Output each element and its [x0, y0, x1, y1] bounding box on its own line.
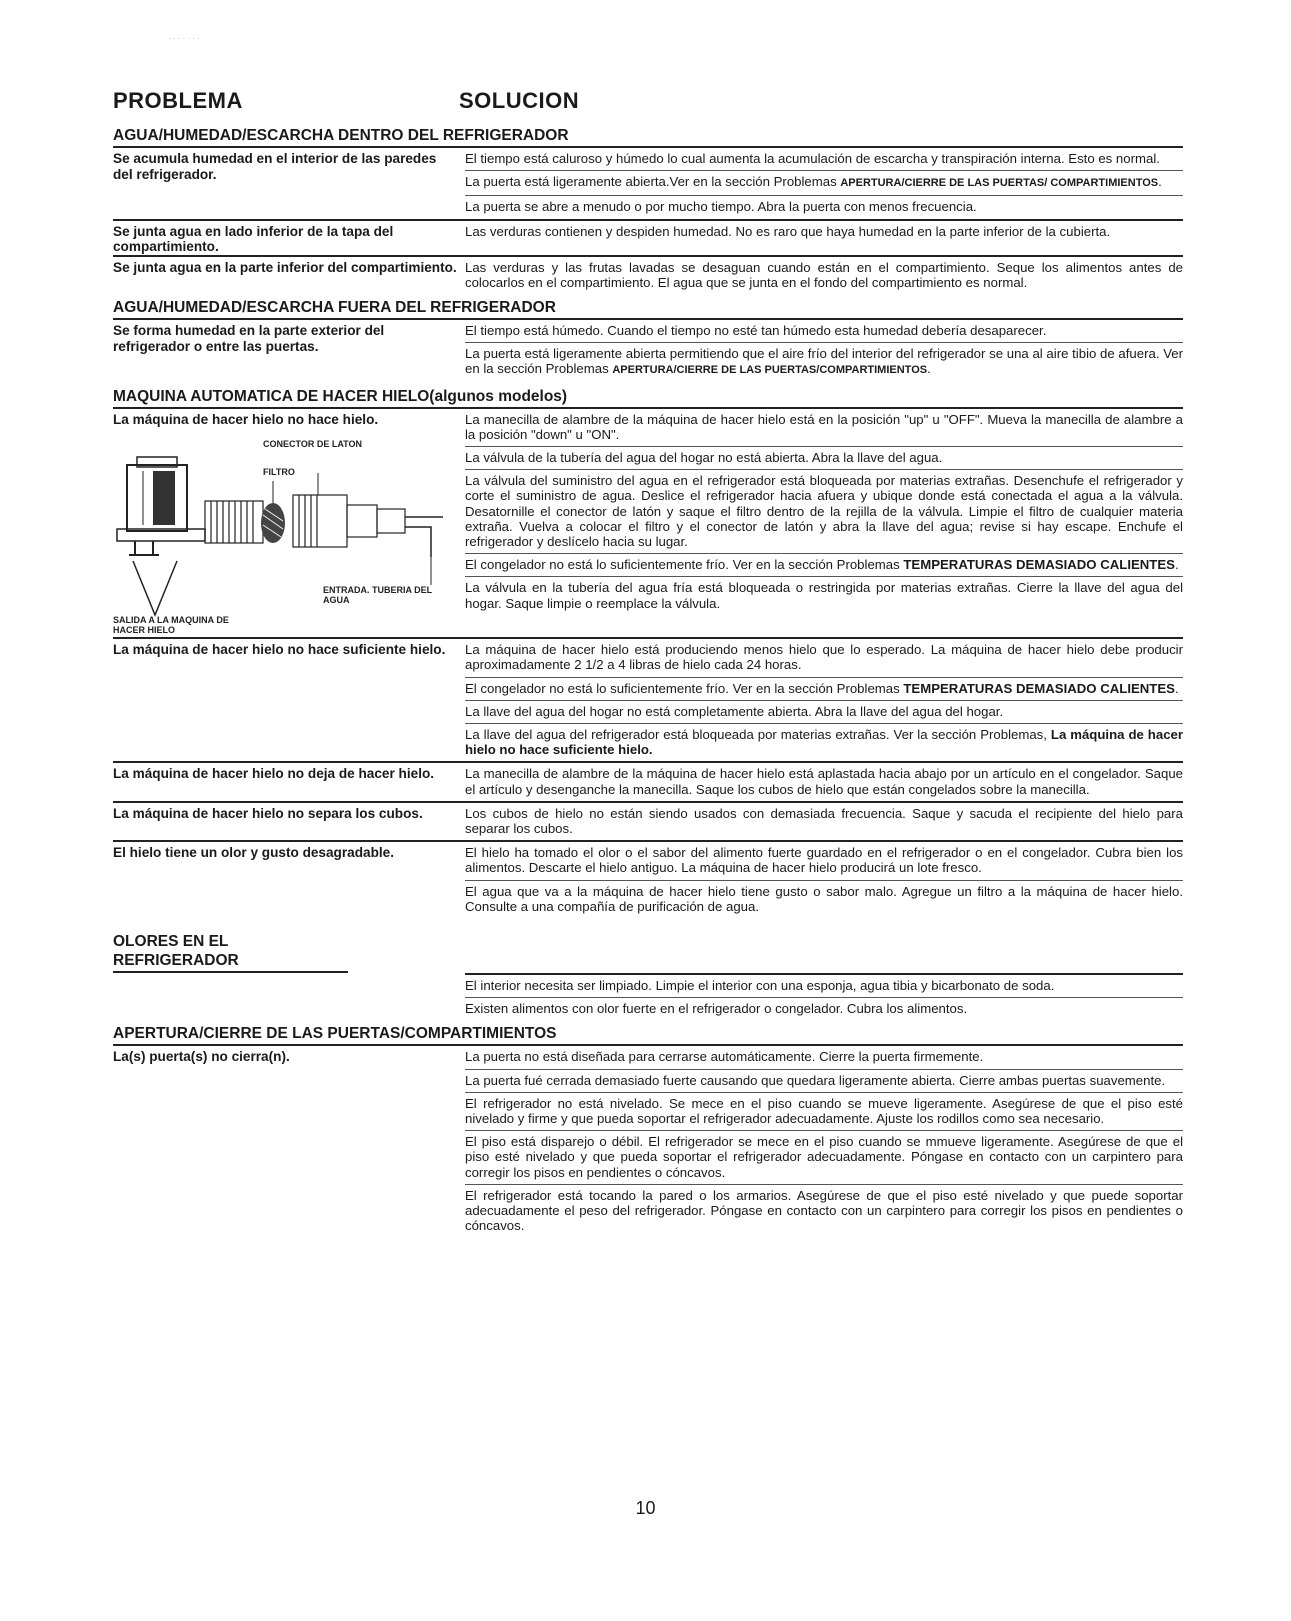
section-water-inside: AGUA/HUMEDAD/ESCARCHA DENTRO DEL REFRIGERADOR — [113, 126, 1183, 148]
solution-header: SOLUCION — [459, 88, 580, 113]
table-row — [113, 1046, 1183, 1237]
solutions — [465, 257, 1183, 294]
solution-text: El piso está disparejo o débil. El refrigerador se mece en el piso cuando se mmueve ligeramente. Asegúrese de que el piso esté nivelado y que pueda soportar el refrigerador adecuadamente. Póngase en contacto con un carpintero para corregir los pisos en pendientes o cóncavos. — [465, 1131, 1183, 1185]
solutions — [465, 639, 1183, 761]
problem-text: La máquina de hacer hielo no deja de hacer hielo. — [113, 766, 435, 782]
problem-text: La máquina de hacer hielo no hace suficiente hielo. — [113, 642, 446, 658]
table-row — [113, 763, 1183, 802]
section-water-outside: AGUA/HUMEDAD/ESCARCHA FUERA DEL REFRIGERADOR — [113, 298, 1183, 320]
table-row — [113, 639, 1183, 763]
solutions — [465, 409, 1183, 638]
solution-text: El tiempo está húmedo. Cuando el tiempo no esté tan húmedo esta humedad debería desaparecer. — [465, 320, 1183, 343]
solution-text: La llave del agua del refrigerador está bloqueada por materias extrañas. Ver la sección Problemas, La máquina de hacer hielo no hace suficiente hielo. — [465, 726, 1183, 758]
water-valve-diagram — [113, 437, 453, 637]
page-number: 10 — [635, 1498, 656, 1518]
filter-label: FILTRO — [263, 467, 295, 478]
solution-text: Los cubos de hielo no están siendo usados con demasiada frecuencia. Saque y sacuda el recipiente del hielo para separar los cubos. — [465, 805, 1183, 836]
table-row — [113, 148, 1183, 221]
solution-text: El congelador no está lo suficientemente frío. Ver en la sección Problemas TEMPERATURAS DEMASIADO CALIENTES. — [465, 678, 1183, 701]
table-row — [113, 221, 1183, 257]
solutions — [465, 148, 1183, 219]
problem-text: Se junta agua en lado inferior de la tapa del compartimiento. — [113, 223, 394, 255]
problem-text — [113, 973, 465, 1020]
solutions — [465, 842, 1183, 918]
section-doors: APERTURA/CIERRE DE LAS PUERTAS/COMPARTIMIENTOS — [113, 1024, 1183, 1046]
solution-text: La manecilla de alambre de la máquina de hacer hielo está en la posición "up" u "OFF". Mueva la manecilla de alambre a la posición "down" u "ON". — [465, 409, 1183, 447]
problem-cell — [113, 409, 465, 638]
solutions — [465, 803, 1183, 840]
section-icemaker: MAQUINA AUTOMATICA DE HACER HIELO(algunos modelos) — [113, 387, 1183, 409]
solution-text: La puerta se abre a menudo o por mucho tiempo. Abra la puerta con menos frecuencia. — [465, 199, 977, 215]
solution-text: La máquina de hacer hielo está produciendo menos hielo que lo esperado. La máquina de hacer hielo debe producir aproximadamente 2 1/2 a 4 libras de hielo cada 24 horas. — [465, 639, 1183, 677]
connector-label: CONECTOR DE LATON — [263, 439, 363, 450]
solution-text: La válvula de la tubería del agua del hogar no está abierta. Abra la llave del agua. — [465, 447, 1183, 470]
solution-text: Existen alimentos con olor fuerte en el refrigerador o congelador. Cubra los alimentos. — [465, 1001, 968, 1017]
solutions — [465, 221, 1183, 255]
solutions — [465, 320, 1183, 383]
problem-text: Se junta agua en la parte inferior del compartimiento. — [113, 259, 457, 275]
table-row — [113, 409, 1183, 640]
problem-text: Se acumula humedad en el interior de las paredes del refrigerador. — [113, 151, 437, 182]
solution-text: Las verduras contienen y despiden humedad. No es raro que haya humedad en la parte inferior de la cubierta. — [465, 223, 1111, 239]
troubleshooting-page — [113, 88, 1183, 1237]
problem-text: Se forma humedad en la parte exterior del refrigerador o entre las puertas. — [113, 323, 385, 354]
solution-text: La puerta fué cerrada demasiado fuerte causando que quedara ligeramente abierta. Cierre ambas puertas suavemente. — [465, 1070, 1183, 1093]
section-odors: OLORES EN EL REFRIGERADOR — [113, 932, 348, 973]
solutions — [465, 1046, 1183, 1237]
solutions — [465, 763, 1183, 800]
solution-text: La manecilla de alambre de la máquina de hacer hielo está aplastada hacia abajo por un artículo en el congelador. Saque el artículo y desenganche la manecilla. Saque los cubos de hielo que están congelados sobre la manecilla. — [465, 766, 1183, 797]
solution-text: El hielo ha tomado el olor o el sabor del alimento fuerte guardado en el refrigerador o en el congelador. Cubra bien los alimentos. Descarte el hielo antiguo. La máquina de hacer hielo producirá un lote fresco. — [465, 842, 1183, 880]
solution-text: El interior necesita ser limpiado. Limpie el interior con una esponja, agua tibia y bicarbonato de soda. — [465, 975, 1183, 998]
solution-text: El refrigerador no está nivelado. Se mece en el piso cuando se mueve ligeramente. Asegúrese de que el piso esté nivelado y firme y que pueda soportar el refrigerador adecuadamente. Ajuste los rodillos como sea necesario. — [465, 1093, 1183, 1131]
solution-text: El congelador no está lo suficientemente frío. Ver en la sección Problemas TEMPERATURAS DEMASIADO CALIENTES. — [465, 554, 1183, 577]
outlet-label: SALIDA A LA MAQUINA DE HACER HIELO — [113, 615, 229, 636]
table-row — [113, 320, 1183, 383]
solution-text: La puerta no está diseñada para cerrarse automáticamente. Cierre la puerta firmemente. — [465, 1046, 1183, 1069]
solution-text: El refrigerador está tocando la pared o los armarios. Asegúrese de que el piso esté nivelado y que puede soportar adecuadamente el peso del refrigerador. Póngase en contacto con un carpintero para corregir los pisos en pendientes o cóncavos. — [465, 1187, 1183, 1234]
solution-text: Las verduras y las frutas lavadas se desaguan cuando están en el compartimiento. Seque los alimentos antes de colocarlos en el compartimiento. El agua que se junta en el fondo del compartimiento es normal. — [465, 259, 1183, 290]
inlet-label: ENTRADA. TUBERIA DEL AGUA — [323, 585, 433, 606]
problem-text: La máquina de hacer hielo no hace hielo. — [113, 411, 379, 427]
solution-text: La válvula en la tubería del agua fría está bloqueada o restringida por materias extrañas. Cierre la llave del agua del hogar. Saque limpie o reemplace la válvula. — [465, 580, 1183, 611]
table-row — [113, 973, 1183, 1020]
problem-text: La(s) puerta(s) no cierra(n). — [113, 1049, 290, 1065]
table-row — [113, 257, 1183, 294]
problem-text: El hielo tiene un olor y gusto desagradable. — [113, 845, 394, 861]
solution-text: La puerta está ligeramente abierta permitiendo que el aire frío del interior del refrigerador se una al aire tibio de afuera. Ver en la sección Problemas APERTURA/CIERRE DE LAS PUERTAS/COMPARTIMIENTOS. — [465, 346, 1183, 377]
solutions — [465, 973, 1183, 1020]
solution-text: La válvula del suministro del agua en el refrigerador está bloqueada por materias extrañas. Desenchufe el refrigerador y corte el suministro de agua. Deslice el refrigerador hacia afuera y ubique donde está conectada el agua a la válvula. Desatornille el conector de latón y saque el filtro dentro de la rejilla de la válvula. Limpie el filtro de cualquier materia extraña. Vuelva a colocar el filtro y el conector de latón y abra la llave del agua; revise si hay escape. Enchufe el refrigerador y deslícelo hacia su lugar. — [465, 470, 1183, 554]
column-headers — [113, 88, 1183, 122]
solution-text: El agua que va a la máquina de hacer hielo tiene gusto o sabor malo. Agregue un filtro a la máquina de hacer hielo. Consulte a una compañía de purificación de agua. — [465, 883, 1183, 914]
solution-text: La llave del agua del hogar no está completamente abierta. Abra la llave del agua del hogar. — [465, 701, 1183, 724]
table-row — [113, 803, 1183, 842]
scan-mark: · · · · · · · — [168, 34, 200, 43]
solution-text: El tiempo está caluroso y húmedo lo cual aumenta la acumulación de escarcha y transpiración interna. Esto es normal. — [465, 148, 1183, 171]
solution-text: La puerta está ligeramente abierta.Ver en la sección Problemas APERTURA/CIERRE DE LAS PUERTAS/ COMPARTIMIENTOS. — [465, 171, 1183, 196]
problem-header: PROBLEMA — [113, 88, 243, 113]
problem-text: La máquina de hacer hielo no separa los cubos. — [113, 805, 423, 821]
table-row — [113, 842, 1183, 918]
